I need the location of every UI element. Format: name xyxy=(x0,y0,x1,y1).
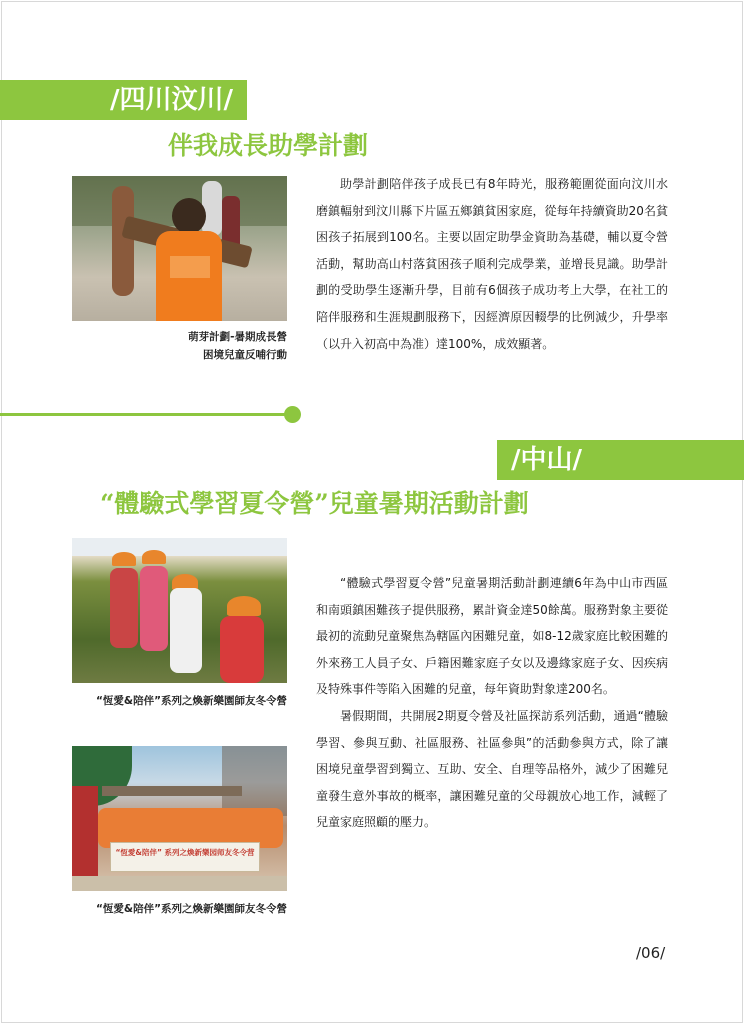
section-tag-zhongshan: /中山/ xyxy=(497,440,744,480)
photo-caption-sichuan xyxy=(72,328,287,364)
photo-children-strawberry-farm xyxy=(72,538,287,683)
photo-caption-line1: 萌芽計劃-暑期成長營 xyxy=(188,331,287,343)
section-body-zhongshan xyxy=(316,570,668,836)
photo-child-carrying-wood xyxy=(72,176,287,321)
section-divider-dot xyxy=(284,406,301,423)
page-number: /06/ xyxy=(636,944,666,962)
section-title-zhongshan: “體驗式學習夏令營”兒童暑期活動計劃 xyxy=(100,489,529,518)
photo-banner: “恆愛&陪伴” 系列之煥新樂园师友冬令营 xyxy=(110,842,260,872)
photo-caption-line2: 困境兒童反哺行動 xyxy=(203,349,287,361)
photo-caption-farm: “恆愛&陪伴”系列之煥新樂園師友冬令營 xyxy=(96,695,287,707)
photo-caption-group: “恆愛&陪伴”系列之煥新樂園師友冬令營 xyxy=(96,903,287,915)
section-body-sichuan xyxy=(316,171,668,357)
section-title-sichuan: 伴我成長助學計劃 xyxy=(168,131,369,160)
section-divider-line xyxy=(0,413,286,416)
body-paragraph: “體驗式學習夏令營”兒童暑期活動計劃連續6年為中山市西區和南頭鎮困難孩子提供服務，累計資金達50餘萬。服務對象主要從最初的流動兒童聚焦為轄區內困難兒童，如8-12歲家庭比較困難的外來務工人員子女、戶籍困難家庭子女以及邊緣家庭子女、因疾病及特殊事件等陷入困難的兒童，每年資助對象達200名。 xyxy=(316,576,668,697)
body-paragraph: 助學計劃陪伴孩子成長已有8年時光，服務範圍從面向汶川水磨鎮輻射到汶川縣下片區五鄉鎮貧困家庭，從每年持續資助20名貧困孩子拓展到100名。主要以固定助學金資助為基礎，輔以夏令營活動，幫助高山村落貧困孩子順利完成學業，並增長見識。助學計劃的受助學生逐漸升學，目前有6個孩子成功考上大學，在社工的陪伴服務和生涯規劃服務下，因經濟原因輟學的比例減少，升學率（以升入初高中為准）達100%，成效顯著。 xyxy=(316,177,668,351)
body-paragraph: 暑假期間，共開展2期夏令營及社區探訪系列活動，通過“體驗學習、參與互動、社區服務、社區參與”的活動參與方式，除了讓困境兒童學習到獨立、互助、安全、自理等品格外，減少了困難兒童發生意外事故的概率，讓困難兒童的父母親放心地工作，減輕了兒童家庭照顧的壓力。 xyxy=(316,708,668,830)
section-tag-sichuan: /四川汶川/ xyxy=(0,80,247,120)
photo-winter-camp-group xyxy=(72,746,287,891)
